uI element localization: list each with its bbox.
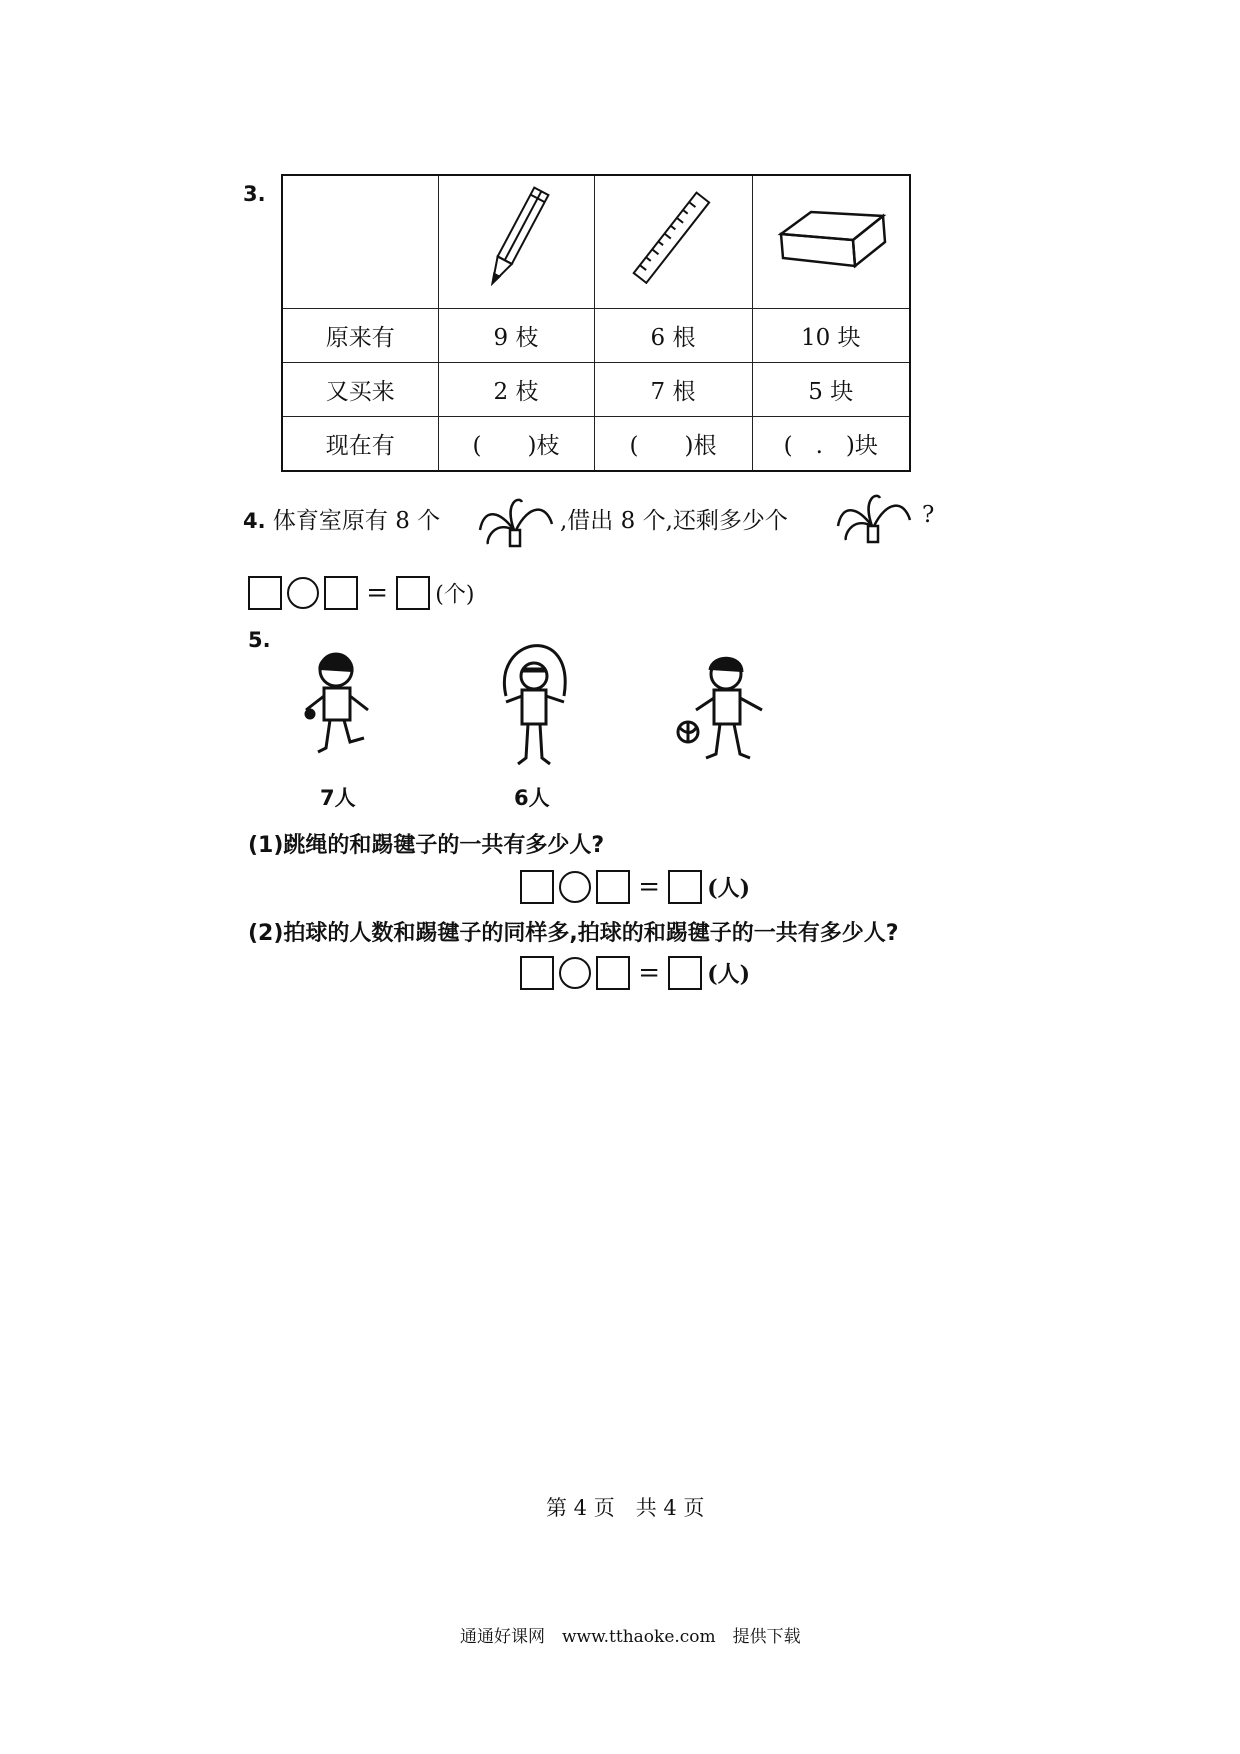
operator-circle[interactable]: [559, 957, 591, 989]
supplies-table: [281, 174, 911, 472]
question-4-text-a: 体育室原有 8 个: [272, 508, 441, 534]
ball-bouncing-figure: [674, 650, 784, 770]
question-5-number: 5.: [248, 628, 271, 652]
answer-box[interactable]: [324, 576, 358, 610]
page-number: 第 4 页 共 4 页: [546, 1496, 705, 1520]
question-4-number: 4.: [243, 509, 266, 533]
table-cell: 5 块: [752, 363, 910, 417]
question-4-text-b: ,借出 8 个,还剩多少个: [560, 508, 788, 534]
q5-equation-2: [520, 956, 750, 990]
row-label: 又买来: [282, 363, 438, 417]
site-credit: 通通好课网 www.tthaoke.com 提供下载: [460, 1627, 801, 1647]
row-label: 原来有: [282, 309, 438, 363]
question-3-number: 3.: [243, 182, 266, 206]
question-5-sub2: (2)拍球的人数和踢毽子的同样多,拍球的和踢毽子的一共有多少人?: [248, 921, 899, 946]
answer-box[interactable]: [520, 956, 554, 990]
pencil-cell: [438, 175, 594, 309]
eraser-cell: [752, 175, 910, 309]
question-4: [243, 502, 440, 535]
answer-box[interactable]: [396, 576, 430, 610]
answer-box[interactable]: [596, 956, 630, 990]
table-cell: 10 块: [752, 309, 910, 363]
rope-caption: 6人: [514, 786, 550, 810]
table-cell: 9 枝: [438, 309, 594, 363]
answer-cell[interactable]: ( )根: [594, 417, 752, 472]
question-4-mark: ?: [922, 502, 935, 528]
q4-equation: [248, 576, 474, 610]
question-5-sub1: (1)跳绳的和踢毽子的一共有多少人?: [248, 833, 605, 858]
eraser-icon: [771, 194, 891, 284]
table-cell: 2 枝: [438, 363, 594, 417]
answer-cell[interactable]: ( . )块: [752, 417, 910, 472]
q5-equation-1: [520, 870, 750, 904]
girl-caption: 7人: [320, 786, 356, 810]
table-corner-cell: [282, 175, 438, 309]
unit-label: (个): [435, 582, 475, 608]
equals-sign: =: [366, 578, 389, 608]
table-cell: 7 根: [594, 363, 752, 417]
shuttlecock-icon: [474, 490, 556, 552]
equals-sign: =: [638, 958, 661, 988]
ruler-cell: [594, 175, 752, 309]
answer-box[interactable]: [596, 870, 630, 904]
answer-cell[interactable]: ( )枝: [438, 417, 594, 472]
answer-box[interactable]: [520, 870, 554, 904]
jump-rope-figure: [484, 626, 584, 771]
operator-circle[interactable]: [559, 871, 591, 903]
shuttlecock-icon: [832, 486, 914, 548]
row-label: 现在有: [282, 417, 438, 472]
answer-box[interactable]: [668, 870, 702, 904]
ruler-icon: [618, 179, 728, 299]
unit-label: (人): [707, 875, 751, 902]
answer-box[interactable]: [248, 576, 282, 610]
pencil-icon: [476, 179, 556, 299]
unit-label: (人): [707, 961, 751, 988]
equals-sign: =: [638, 872, 661, 902]
answer-box[interactable]: [668, 956, 702, 990]
operator-circle[interactable]: [287, 577, 319, 609]
table-cell: 6 根: [594, 309, 752, 363]
girl-kicking-shuttlecock-figure: [288, 648, 388, 768]
